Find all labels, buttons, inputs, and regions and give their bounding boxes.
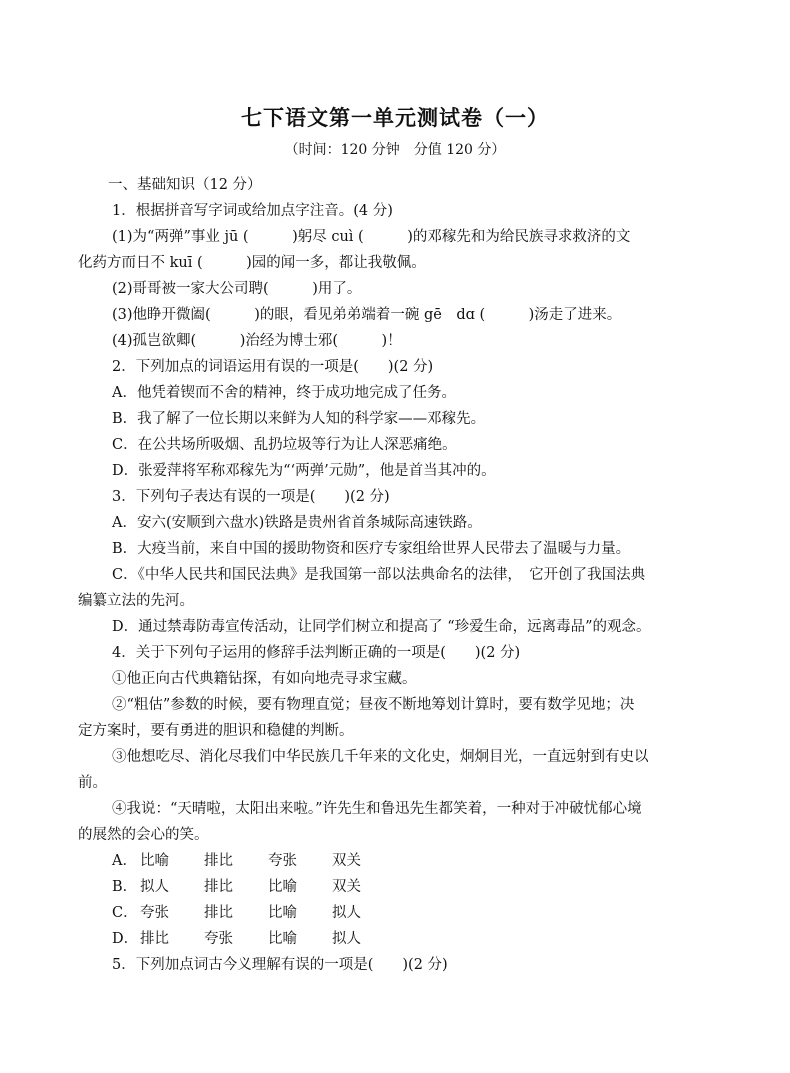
question-4-option-b: B． 拟人 排比 比喻 双关	[112, 879, 361, 895]
question-3-option-c-cont: 编纂立法的先河。	[78, 593, 194, 609]
question-3-option-d: D．通过禁毒防毒宣传活动，让同学们树立和提高了 “珍爱生命，远离毒品”的观念。	[112, 619, 651, 635]
question-4-sentence-4: ④我说：“天晴啦，太阳出来啦。”许先生和鲁迅先生都笑着，一种对于冲破忧郁心境	[112, 801, 642, 817]
question-4-option-c: C． 夸张 排比 比喻 拟人	[112, 905, 361, 921]
question-1-item-3: (3)他睁开微阖( )的眼，看见弟弟端着一碗 gē dɑ ( )汤走了进来。	[112, 307, 622, 323]
question-4-sentence-2-cont: 定方案时，要有勇进的胆识和稳健的判断。	[78, 723, 354, 739]
question-2-option-d: D．张爱萍将军称邓稼先为“‘两弹’元勋”，他是首当其冲的。	[112, 463, 496, 479]
question-4-option-a: A． 比喻 排比 夸张 双关	[112, 853, 361, 869]
question-2-option-a: A．他凭着锲而不舍的精神，终于成功地完成了任务。	[112, 385, 456, 401]
question-4-sentence-2: ②“粗估”参数的时候，要有物理直觉；昼夜不断地筹划计算时，要有数学见地；决	[112, 697, 635, 713]
question-2-option-b: B．我了解了一位长期以来鲜为人知的科学家——邓稼先。	[112, 411, 486, 427]
question-4-sentence-4-cont: 的展然的会心的笑。	[78, 827, 209, 843]
question-1-item-1-cont: 化药方而日不 kuī ( )园的闻一多，都让我敬佩。	[78, 255, 426, 271]
exam-time-score: （时间：120 分钟 分值 120 分）	[284, 142, 506, 158]
question-2-option-c: C．在公共场所吸烟、乱扔垃圾等行为让人深恶痛绝。	[112, 437, 457, 453]
question-2-stem: 2．下列加点的词语运用有误的一项是( )(2 分)	[112, 359, 434, 375]
page-title: 七下语文第一单元测试卷（一）	[241, 105, 549, 130]
question-4-sentence-3: ③他想吃尽、消化尽我们中华民族几千年来的文化史，炯炯目光，一直远射到有史以	[112, 749, 649, 765]
exam-body	[78, 172, 723, 978]
question-3-stem: 3．下列句子表达有误的一项是( )(2 分)	[112, 489, 390, 505]
question-3-option-c: C．《中华人民共和国民法典》是我国第一部以法典命名的法律， 它开创了我国法典	[112, 567, 646, 583]
question-4-sentence-1: ①他正向古代典籍钻探，有如向地壳寻求宝藏。	[112, 671, 417, 687]
question-1-item-2: (2)哥哥被一家大公司聘( )用了。	[112, 281, 362, 297]
section-heading: 一、基础知识（12 分）	[108, 177, 262, 193]
question-1-item-1: (1)为“两弹”事业 jū ( )躬尽 cuì ( )的邓稼先和为给民族寻求救济的文	[112, 229, 631, 245]
question-5-stem: 5．下列加点词古今义理解有误的一项是( )(2 分)	[112, 957, 448, 973]
question-4-option-d: D． 排比 夸张 比喻 拟人	[112, 931, 361, 947]
question-4-sentence-3-cont: 前。	[78, 775, 107, 791]
question-4-stem: 4．关于下列句子运用的修辞手法判断正确的一项是( )(2 分)	[112, 645, 521, 661]
question-1-stem: 1．根据拼音写字词或给加点字注音。(4 分)	[112, 203, 393, 219]
question-3-option-a: A．安六(安顺到六盘水)铁路是贵州省首条城际高速铁路。	[112, 515, 482, 531]
question-3-option-b: B．大疫当前，来自中国的援助物资和医疗专家组给世界人民带去了温暖与力量。	[112, 541, 631, 557]
question-1-item-4: (4)孤岂欲卿( )治经为博士邪( )！	[112, 333, 402, 349]
